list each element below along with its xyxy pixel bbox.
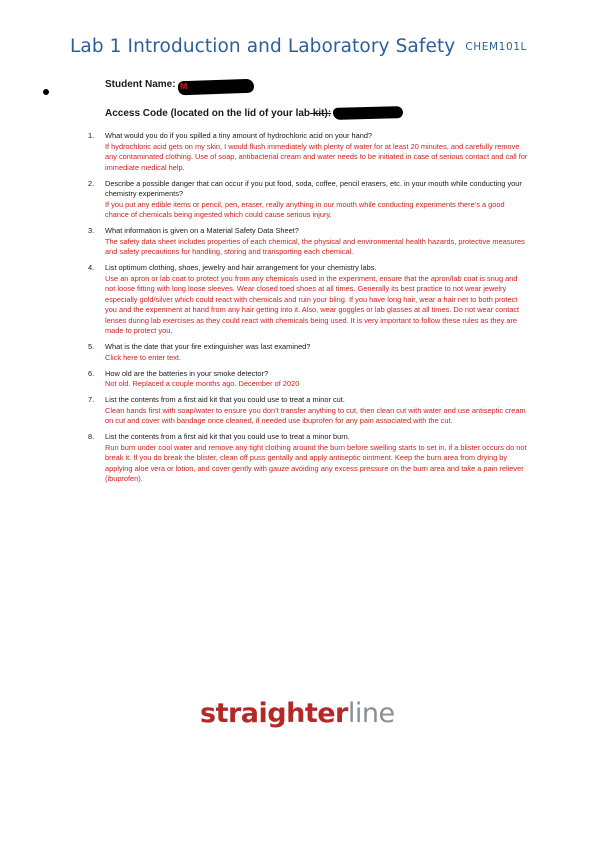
question-item — [88, 131, 528, 173]
access-code-label-struck: kit): — [310, 108, 332, 119]
question-item — [88, 342, 528, 363]
question-text: What is the date that your fire extinguisher was last examined? — [105, 342, 311, 351]
logo-light: line — [347, 698, 395, 729]
redaction-mark — [333, 106, 403, 120]
question-text: List the contents from a first aid kit that you could use to treat a minor cut. — [105, 395, 345, 404]
question-text: Describe a possible danger that can occur if you put food, soda, coffee, pencil erasers, etc. in your mouth while conducting your chemistry experiments? — [105, 178, 522, 198]
question-number: 4. — [88, 263, 95, 272]
answer-text[interactable]: If you put any edible items or pencil, pen, eraser, really anything in our mouth while conducting experiments there’s a good chance of chemicals being ingested which could cause serious injury. — [105, 199, 505, 219]
straighterline-logo — [200, 698, 395, 729]
question-text: What information is given on a Material Safety Data Sheet? — [105, 226, 299, 235]
question-item — [88, 226, 528, 258]
question-text: What would you do if you spilled a tiny amount of hydrochloric acid on your hand? — [105, 131, 373, 140]
question-number: 6. — [88, 368, 95, 378]
course-code: CHEM101L — [465, 41, 527, 53]
title-text: Lab 1 Introduction and Laboratory Safety — [70, 36, 456, 57]
question-text: List optimum clothing, shoes, jewelry and hair arrangement for your chemistry labs. — [105, 263, 377, 272]
page-title — [70, 36, 527, 57]
answer-text[interactable]: The safety data sheet includes properties of each chemical, the physical and environmental health hazards, protective measures and safety precautions for handling, storing and transporting each chemical. — [105, 236, 525, 256]
question-number: 1. — [88, 131, 95, 140]
question-number: 5. — [88, 342, 95, 351]
question-item — [88, 369, 528, 390]
student-name-field — [105, 79, 254, 94]
question-item — [88, 263, 528, 337]
student-name-value: M — [179, 80, 188, 92]
question-list — [88, 131, 528, 490]
bullet-dot — [43, 89, 49, 95]
answer-text[interactable]: Run burn under cool water and remove any tight clothing around the burn before swelling starts to set in, if a blister occurs do not break it. If you do break the blister, clean off puss gentally and apply antiseptic ointment. Keep the burn area from drying by applying aloe vera or lotion, and cover gently with gauze avoiding any excess pressure on the burn area and take a pain reliever (ibuprofen). — [105, 442, 527, 483]
student-name-label: Student Name: — [105, 79, 176, 90]
question-item — [88, 432, 528, 485]
answer-text[interactable]: Clean hands first with soap/water to ensure you don’t transfer anything to cut, then clean cut with water and use antiseptic cream on cut and cover with bandage once cleaned, if needed use ibuprofen for any pain associated with the cut. — [105, 405, 526, 425]
answer-text[interactable]: Use an apron or lab coat to protect you from any chemicals used in the experiment, ensure that the apron/lab coat is snug and not loose fitting with long loose sleeves. Wear closed toed shoes at all times. Generally its best practice to not wear jewelry especially gold/silver which could react with chemicals and ruin your bling. If you have long hair, wear a hair net to both protect you and the experiment at hand from any hair getting into it. Also, wear goggles or lab glasses at all times. Do not wear contact lenses during lab exercises as they could react with chemicals being used. It is very important to follow these rules as they are made to protect you. — [105, 273, 520, 335]
question-number: 3. — [88, 226, 95, 235]
access-code-field — [105, 107, 403, 119]
access-code-label: Access Code (located on the lid of your lab — [105, 108, 311, 119]
redaction-mark — [177, 79, 253, 96]
question-text: List the contents from a first aid kit that you could use to treat a minor burn. — [105, 432, 350, 441]
question-text: How old are the batteries in your smoke detector? — [105, 368, 269, 378]
answer-placeholder[interactable]: Click here to enter text. — [105, 352, 181, 362]
question-item — [88, 395, 528, 427]
question-number: 7. — [88, 395, 95, 404]
question-item — [88, 179, 528, 221]
question-number: 2. — [88, 178, 95, 188]
answer-text[interactable]: Not old. Replaced a couple months ago. December of 2020 — [105, 379, 300, 388]
answer-text[interactable]: If hydrochloric acid gets on my skin, I would flush immediately with plenty of water for at least 20 minutes, and carefully remove any contaminated clothing. Use of soap, antibacterial cream and water needs to be initiated in case of serious contact and call for immediate medical help. — [105, 141, 528, 172]
question-number: 8. — [88, 432, 95, 441]
logo-bold: straighter — [200, 698, 348, 729]
